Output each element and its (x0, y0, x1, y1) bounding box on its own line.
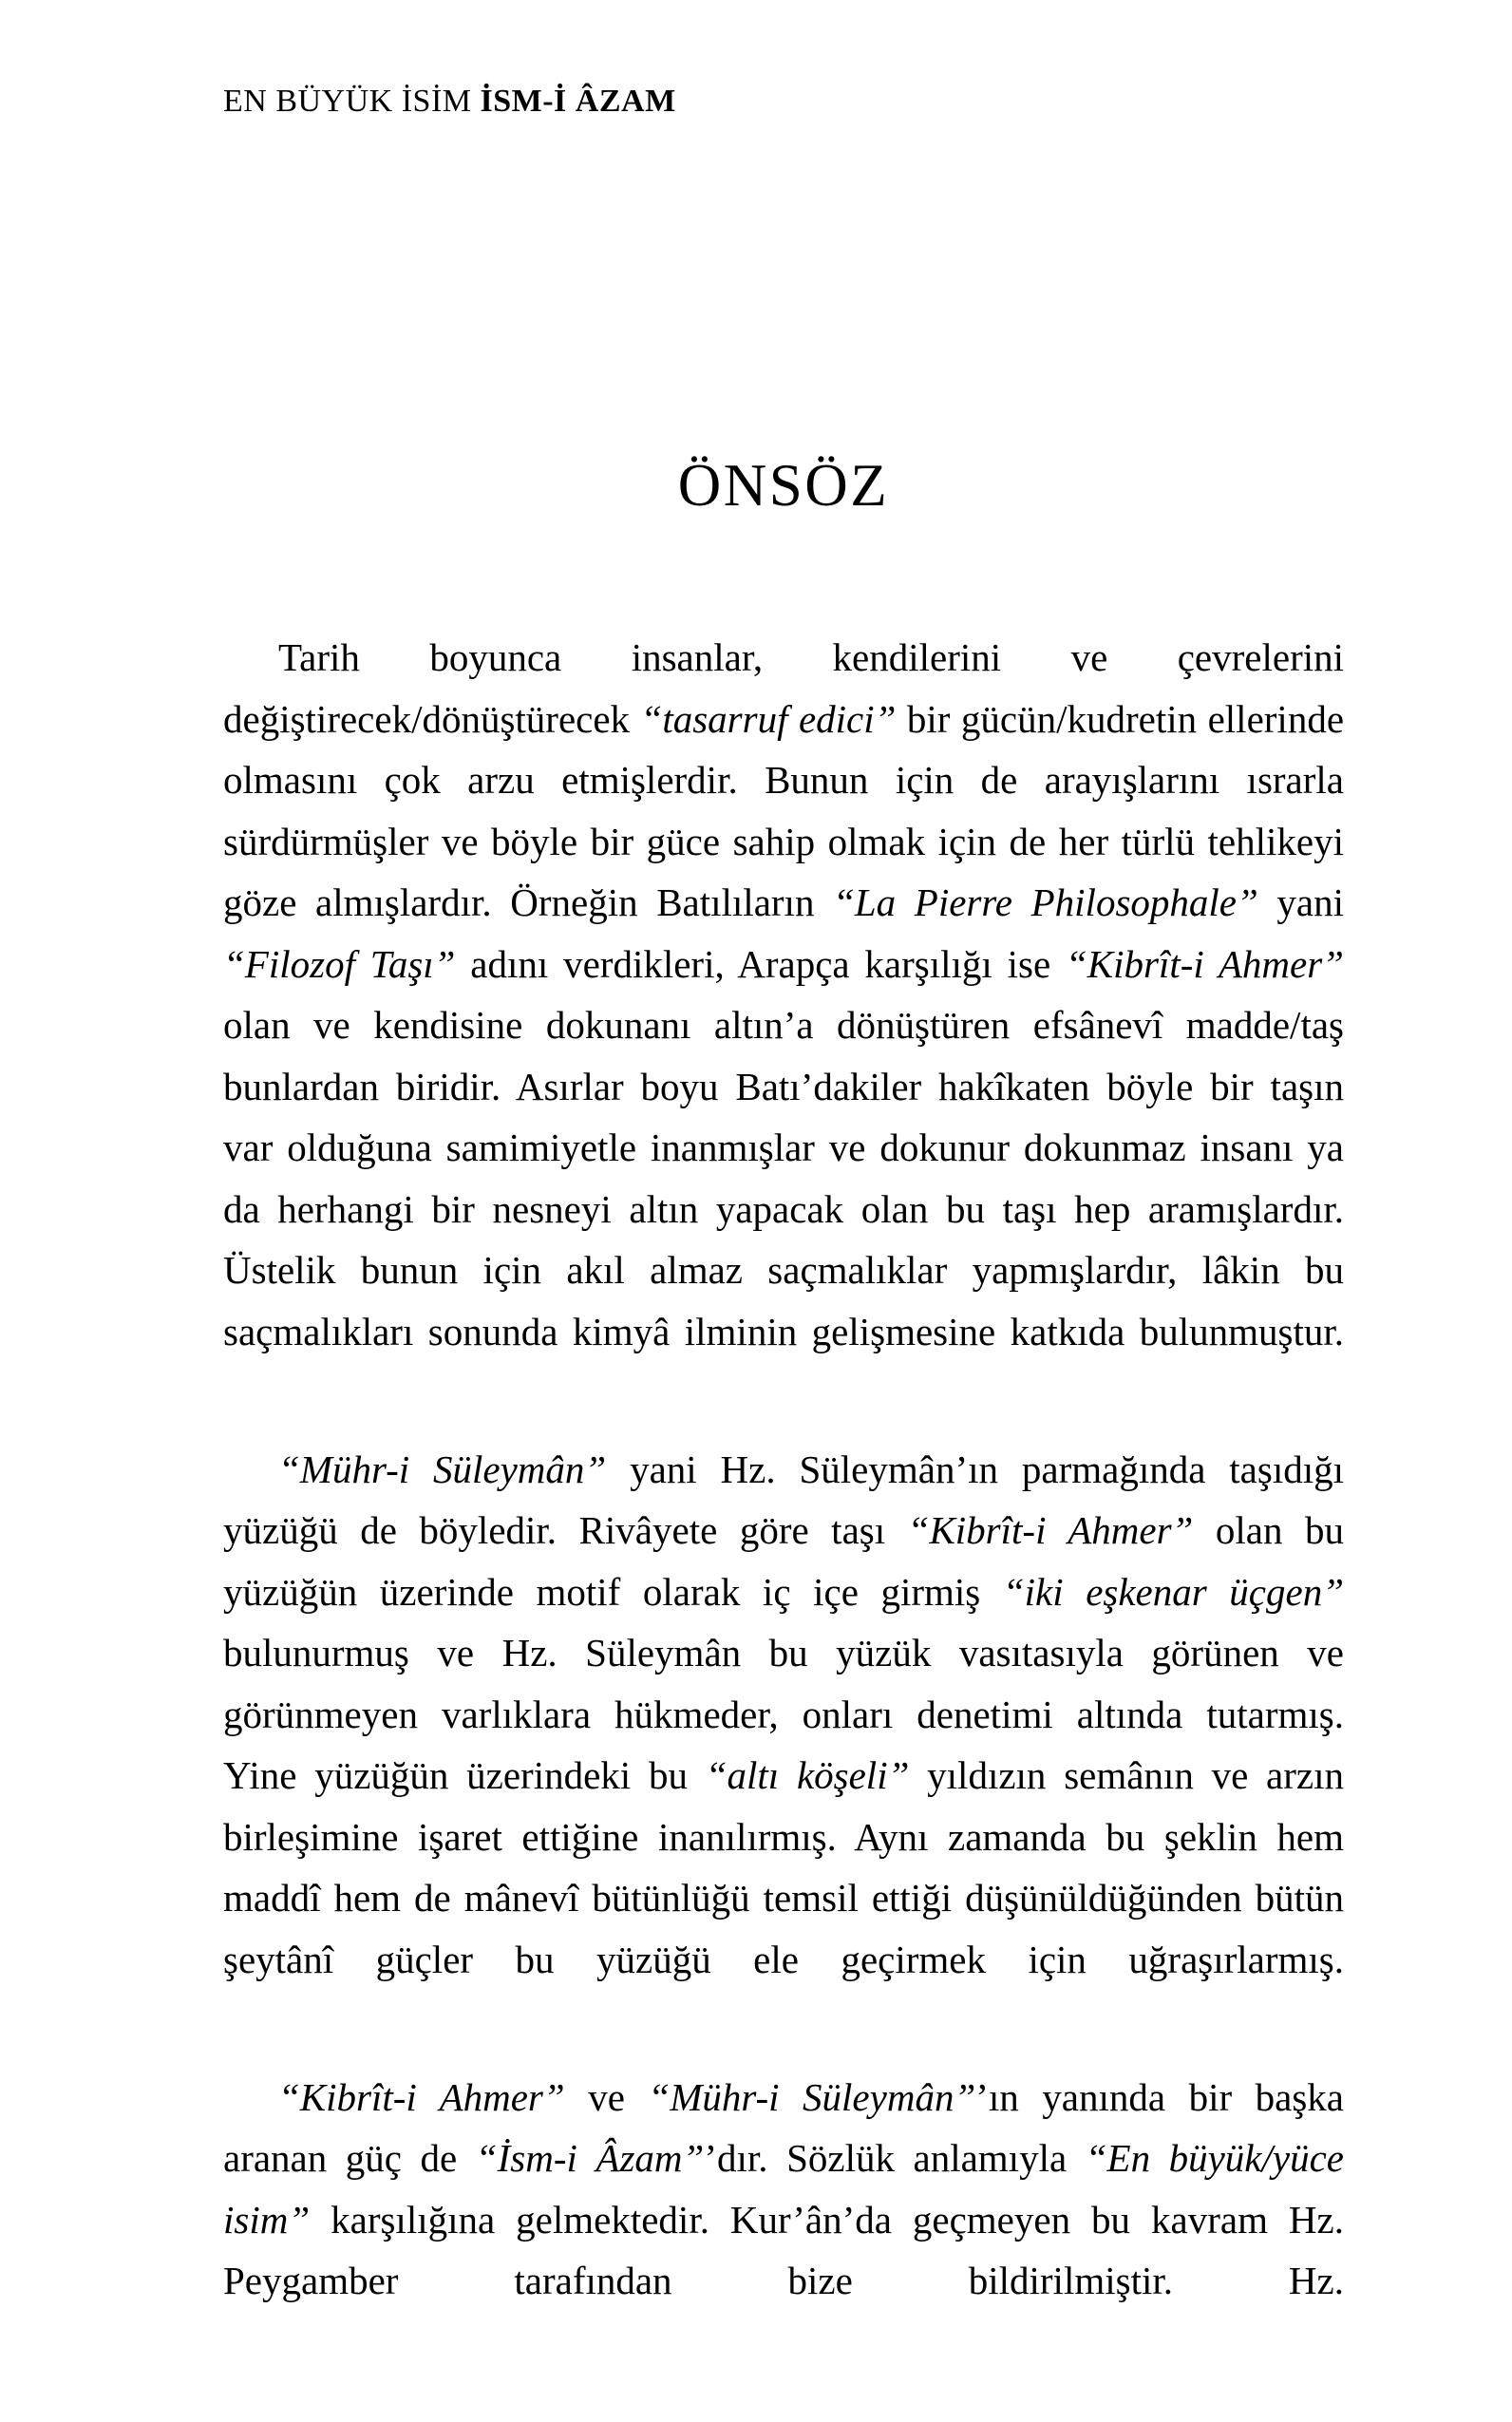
page-title: ÖNSÖZ (677, 452, 890, 519)
paragraph-3-run-7: karşılığına gelmektedir. Kur’ân’da geçmeyen bu kavram Hz. Peygamber tarafından bize bildirilmiştir. Hz. (223, 2197, 1344, 2302)
paragraph-3-run-4: “İsm-i Âzam” (475, 2136, 705, 2180)
paragraph-3-run-0: “Kibrît-i Ahmer” (278, 2074, 565, 2119)
paragraph-3-run-1: ve (564, 2074, 649, 2119)
paragraph-2-run-7: yıldızın semânın ve arzın birleşimine işaret ettiğine inanılırmış. Aynı zamanda bu şeklin hem maddî hem de mânevî bütünlüğü temsil ettiği düşünüldüğünden bütün şeytânî güçler bu yüzüğü ele geçirmek için uğraşırlarmış. (223, 1753, 1344, 1981)
paragraph-2-run-6: “altı köşeli” (705, 1753, 910, 1797)
paragraph-1-run-1: “tasarruf edici” (640, 696, 897, 741)
paragraph-1-run-0: Tarih boyunca insanlar, kendilerini ve çevrelerini değiştirecek/dönüştürecek (223, 635, 1344, 741)
paragraph-2-run-4: “iki eşkenar üçgen” (1002, 1569, 1344, 1614)
body-text-block (223, 627, 1344, 2373)
paragraph-1-run-6: adını verdikleri, Arapça karşılığı ise (455, 941, 1066, 986)
paragraph-1-run-2: bir gücün/kudretin ellerinde olmasını çok arzu etmişlerdir. Bunun için de arayışlarını ısrarla sürdürmüşler ve böyle bir güce sahip olmak için de her türlü tehlikeyi göze almışlardır. Örneğin Batılıların (223, 696, 1345, 924)
paragraph-1-run-4: yani (1257, 880, 1345, 924)
paragraph-2-run-5: bulunurmuş ve Hz. Süleymân bu yüzük vasıtasıyla görünen ve görünmeyen varlıklara hükmeder, onları denetimi altında tutarmış. Yine yüzüğün üzerindeki bu (223, 1631, 1344, 1797)
paragraph-1-run-3: “La Pierre Philosophale” (833, 880, 1258, 924)
paragraph-2 (223, 1439, 1344, 2052)
paragraph-2-run-2: “Kibrît-i Ahmer” (907, 1508, 1194, 1552)
running-header (223, 84, 1344, 119)
paragraph-3-run-3: ’ın yanında bir başka aranan güç de (223, 2074, 1344, 2180)
running-header-regular-part: EN BÜYÜK İSİM (223, 84, 481, 119)
paragraph-1 (223, 627, 1344, 1424)
paragraph-2-run-1: yani Hz. Süleymân’ın parmağında taşıdığı yüzüğü de böyledir. Rivâyete göre taşı (223, 1447, 1344, 1552)
paragraph-3-run-2: “Mühr-i Süleymân” (648, 2074, 976, 2119)
paragraph-1-run-7: “Kibrît-i Ahmer” (1065, 941, 1344, 986)
running-header-bold-part: İSM-İ ÂZAM (480, 84, 676, 119)
paragraph-1-run-8: olan ve kendisine dokunanı altın’a dönüştüren efsânevî madde/taş bunlardan biridir. Asırlar boyu Batı’dakiler hakîkaten böyle bir taşın var olduğuna samimiyetle inanmışlar ve dokunur dokunmaz insanı ya da herhangi bir nesneyi altın yapacak olan bu taşı hep aramışlardır. Üstelik bunun için akıl almaz saçmalıklar yapmışlardır, lâkin bu saçmalıkları sonunda kimyâ ilminin gelişmesine katkıda bulunmuştur. (223, 1003, 1344, 1353)
paragraph-2-run-0: “Mühr-i Süleymân” (278, 1447, 607, 1491)
paragraph-2-run-3: olan bu yüzüğün üzerinde motif olarak iç içe girmiş (223, 1508, 1344, 1614)
paragraph-3 (223, 2067, 1344, 2374)
paragraph-1-run-5: “Filozof Taşı” (223, 941, 456, 986)
paragraph-3-run-6: “En büyük/yüce isim” (223, 2136, 1344, 2242)
paragraph-3-run-5: ’dır. Sözlük anlamıyla (704, 2136, 1086, 2180)
